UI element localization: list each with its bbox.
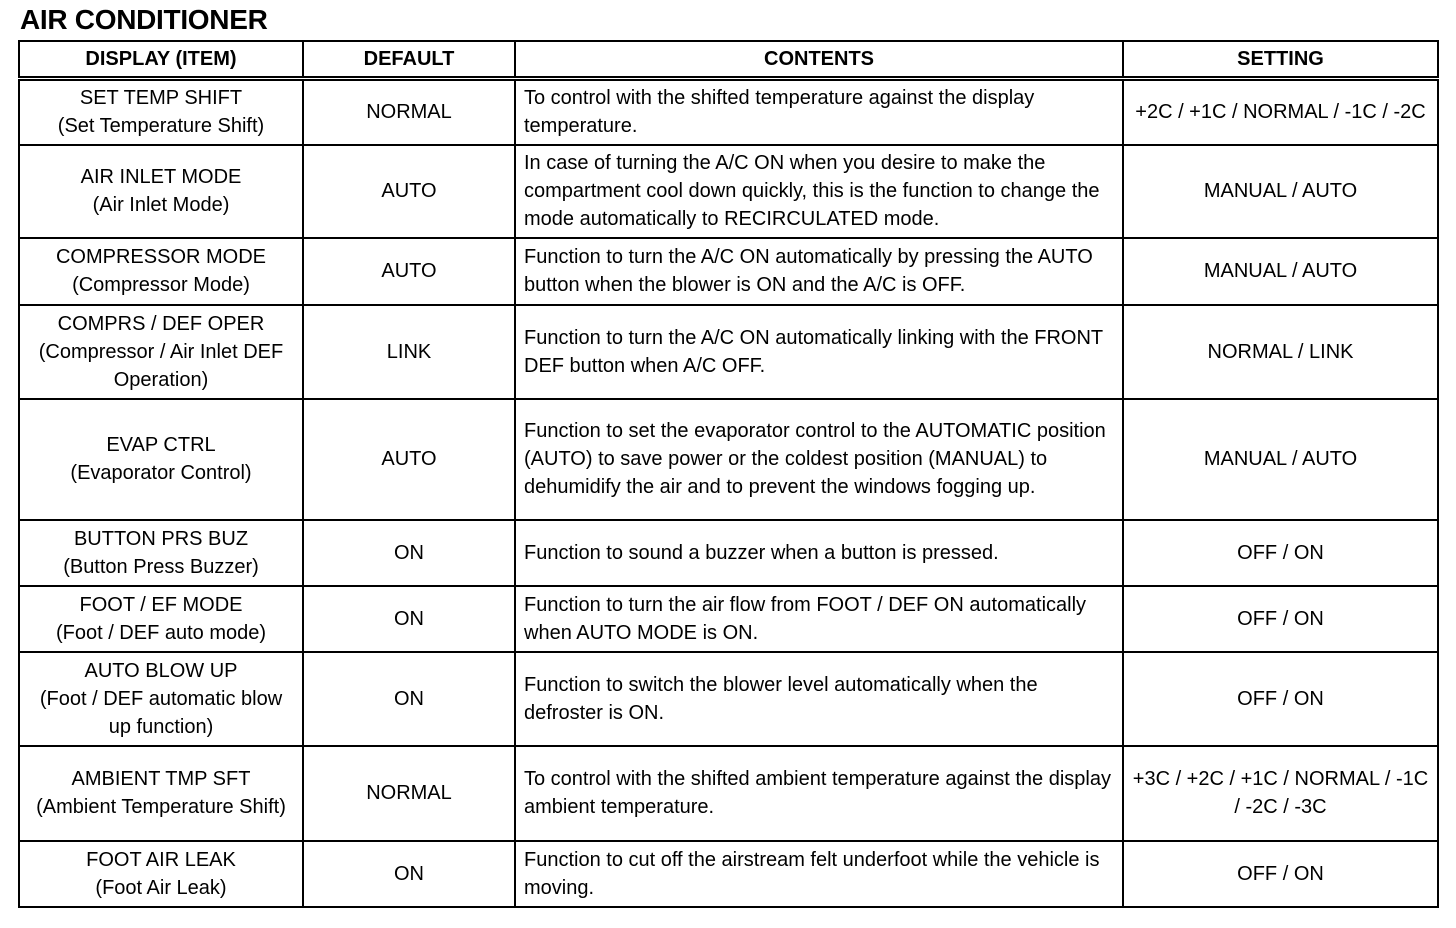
default-cell: AUTO <box>303 399 515 520</box>
table-row <box>19 305 1438 399</box>
default-cell: LINK <box>303 305 515 399</box>
contents-cell: To control with the shifted ambient temperature against the display ambient temperature. <box>515 746 1123 841</box>
contents-cell: Function to turn the A/C ON automatically by pressing the AUTO button when the blower is ON and the A/C is OFF. <box>515 238 1123 305</box>
column-header-contents: CONTENTS <box>515 41 1123 79</box>
table-header <box>19 41 1438 79</box>
display-item-name: BUTTON PRS BUZ <box>73 527 249 550</box>
contents-cell: Function to turn the air flow from FOOT / DEF ON automatically when AUTO MODE is ON. <box>515 586 1123 652</box>
display-cell <box>19 746 303 841</box>
column-header-display: DISPLAY (ITEM) <box>19 41 303 79</box>
contents-cell: Function to switch the blower level automatically when the defroster is ON. <box>515 652 1123 746</box>
display-item-description: (Foot / DEF auto mode) <box>55 621 267 644</box>
table-row <box>19 652 1438 746</box>
contents-cell: To control with the shifted temperature against the display temperature. <box>515 79 1123 145</box>
display-cell <box>19 145 303 238</box>
table-row <box>19 238 1438 305</box>
setting-cell: OFF / ON <box>1123 652 1438 746</box>
setting-cell: MANUAL / AUTO <box>1123 238 1438 305</box>
display-item-description: (Compressor / Air Inlet DEF Operation) <box>38 340 284 391</box>
setting-cell: MANUAL / AUTO <box>1123 399 1438 520</box>
display-item-description: (Ambient Temperature Shift) <box>36 796 286 818</box>
display-item-description: (Air Inlet Mode) <box>92 194 230 216</box>
setting-cell: OFF / ON <box>1123 520 1438 586</box>
contents-cell: Function to cut off the airstream felt underfoot while the vehicle is moving. <box>515 841 1123 907</box>
column-header-default: DEFAULT <box>303 41 515 79</box>
display-cell <box>19 305 303 399</box>
default-cell: ON <box>303 520 515 586</box>
table-row <box>19 399 1438 520</box>
table-row <box>19 586 1438 652</box>
display-item-description: (Button Press Buzzer) <box>63 555 259 578</box>
display-item-name: COMPRESSOR MODE <box>55 246 267 268</box>
display-item-name: AMBIENT TMP SFT <box>71 768 251 790</box>
display-cell <box>19 586 303 652</box>
default-cell: ON <box>303 652 515 746</box>
table-row <box>19 746 1438 841</box>
setting-cell: MANUAL / AUTO <box>1123 145 1438 238</box>
display-item-description: (Foot Air Leak) <box>95 876 227 899</box>
display-item-description: (Set Temperature Shift) <box>57 115 265 138</box>
display-cell <box>19 841 303 907</box>
table-row <box>19 520 1438 586</box>
contents-cell: Function to set the evaporator control to the AUTOMATIC position (AUTO) to save power or the coldest position (MANUAL) to dehumidify the air and to prevent the windows fogging up. <box>515 399 1123 520</box>
header-row <box>19 41 1438 79</box>
setting-cell: NORMAL / LINK <box>1123 305 1438 399</box>
table-row <box>19 79 1438 145</box>
display-item-description: (Compressor Mode) <box>72 274 250 296</box>
display-item-name: SET TEMP SHIFT <box>79 87 243 110</box>
display-cell <box>19 399 303 520</box>
default-cell: AUTO <box>303 145 515 238</box>
display-cell <box>19 79 303 145</box>
table-row <box>19 841 1438 907</box>
display-item-name: COMPRS / DEF OPER <box>57 312 265 335</box>
display-cell <box>19 520 303 586</box>
setting-cell: +3C / +2C / +1C / NORMAL / -1C / -2C / -3C <box>1123 746 1438 841</box>
display-item-name: AUTO BLOW UP <box>84 659 238 682</box>
page-title: AIR CONDITIONER <box>20 4 268 35</box>
display-item-name: AIR INLET MODE <box>80 166 242 188</box>
display-cell <box>19 652 303 746</box>
display-item-description: (Evaporator Control) <box>70 462 252 484</box>
table-row <box>19 145 1438 238</box>
default-cell: AUTO <box>303 238 515 305</box>
default-cell: NORMAL <box>303 746 515 841</box>
display-cell <box>19 238 303 305</box>
setting-cell: OFF / ON <box>1123 841 1438 907</box>
display-item-name: EVAP CTRL <box>106 434 216 456</box>
settings-table <box>18 40 1439 908</box>
display-item-name: FOOT / EF MODE <box>79 593 243 616</box>
contents-cell: In case of turning the A/C ON when you desire to make the compartment cool down quickly, this is the function to change the mode automatically to RECIRCULATED mode. <box>515 145 1123 238</box>
display-item-description: (Foot / DEF automatic blow up function) <box>39 687 283 738</box>
table-body <box>19 79 1438 907</box>
column-header-setting: SETTING <box>1123 41 1438 79</box>
contents-cell: Function to sound a buzzer when a button is pressed. <box>515 520 1123 586</box>
setting-cell: OFF / ON <box>1123 586 1438 652</box>
default-cell: ON <box>303 841 515 907</box>
contents-cell: Function to turn the A/C ON automatically linking with the FRONT DEF button when A/C OFF. <box>515 305 1123 399</box>
setting-cell: +2C / +1C / NORMAL / -1C / -2C <box>1123 79 1438 145</box>
display-item-name: FOOT AIR LEAK <box>86 848 236 871</box>
default-cell: ON <box>303 586 515 652</box>
default-cell: NORMAL <box>303 79 515 145</box>
